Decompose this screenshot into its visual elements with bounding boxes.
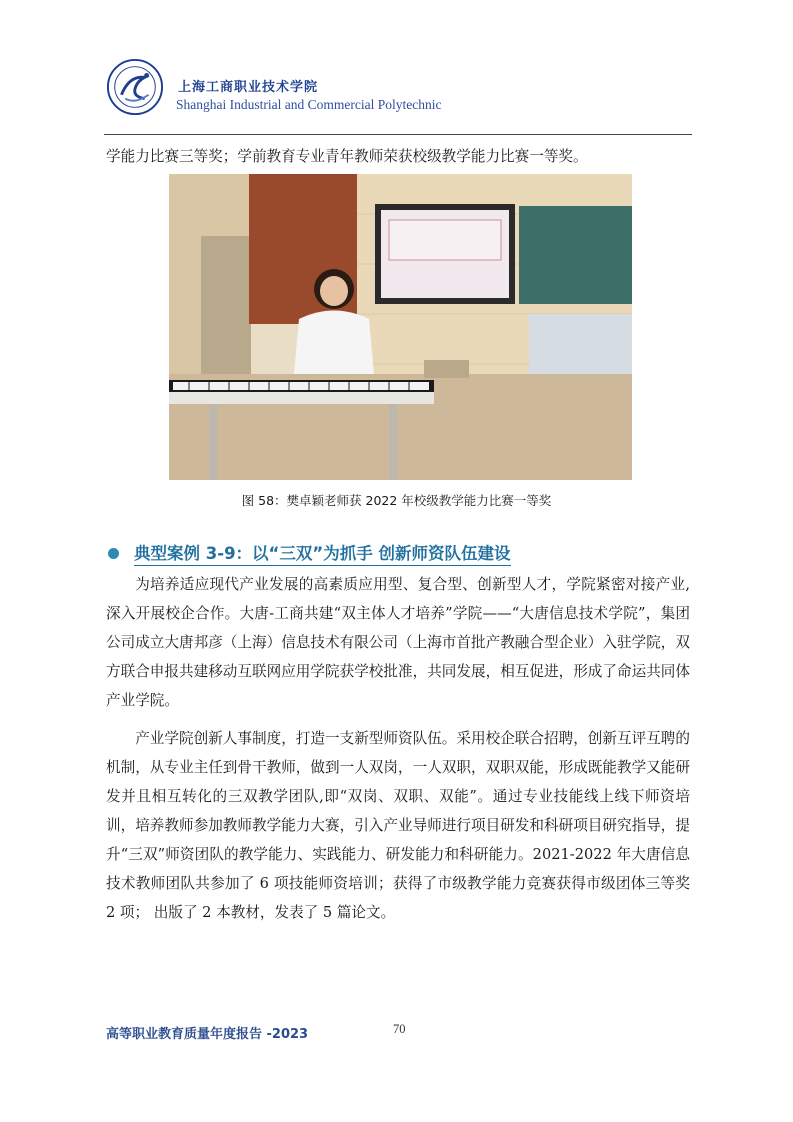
intro-paragraph: 学能力比赛三等奖；学前教育专业青年教师荣获校级教学能力比赛一等奖。	[106, 148, 588, 165]
footer-report-title: 高等职业教育质量年度报告 -2023	[106, 1027, 309, 1042]
body-paragraph-2: 产业学院创新人事制度，打造一支新型师资队伍。采用校企联合招聘，创新互评互聘的机制，从专业主任到骨干教师，做到一人双岗，一人双职，双职双能，形成既能教学又能研发并且相互转化的三双教学团队,即“双岗、双职、双能”。通过专业技能线上线下师资培训，培养教师参加教师教学能力大赛，引入产业导师进行项目研发和科研项目研究指导，提升“三双”师资团队的教学能力、实践能力、研发能力和科研能力。2021-2022 年大唐信息技术教师团队共参加了 6 项技能师资培训；获得了市级教学能力竞赛获得市级团体三等奖 2 项； 出版了 2 本教材，发表了 5 篇论文。	[106, 730, 690, 921]
page-header	[0, 0, 793, 140]
figure-caption: 图 58：樊卓颖老师获 2022 年校级教学能力比赛一等奖	[241, 493, 552, 508]
header-divider	[104, 134, 692, 135]
classroom-photo	[169, 174, 632, 480]
body-paragraph-1: 为培养适应现代产业发展的高素质应用型、复合型、创新型人才，学院紧密对接产业,深入开展校企合作。大唐-工商共建“双主体人才培养”学院——“大唐信息技术学院”，集团公司成立大唐邦彦（上海）信息技术有限公司（上海市首批产教融合型企业）入驻学院，双方联合申报共建移动互联网应用学院获学校批准，共同发展，相互促进，形成了命运共同体产业学院。	[106, 576, 690, 709]
bullet-dot-icon	[108, 548, 119, 559]
case-body	[106, 570, 690, 927]
school-name-en: Shanghai Industrial and Commercial Polytechnic	[176, 97, 442, 112]
page-number: 70	[393, 1022, 406, 1036]
school-name-cn: 上海工商职业技术学院	[178, 80, 319, 95]
section-title: 典型案例 3-9：以“三双”为抓手 创新师资队伍建设	[134, 540, 511, 566]
school-logo-icon	[106, 58, 164, 116]
